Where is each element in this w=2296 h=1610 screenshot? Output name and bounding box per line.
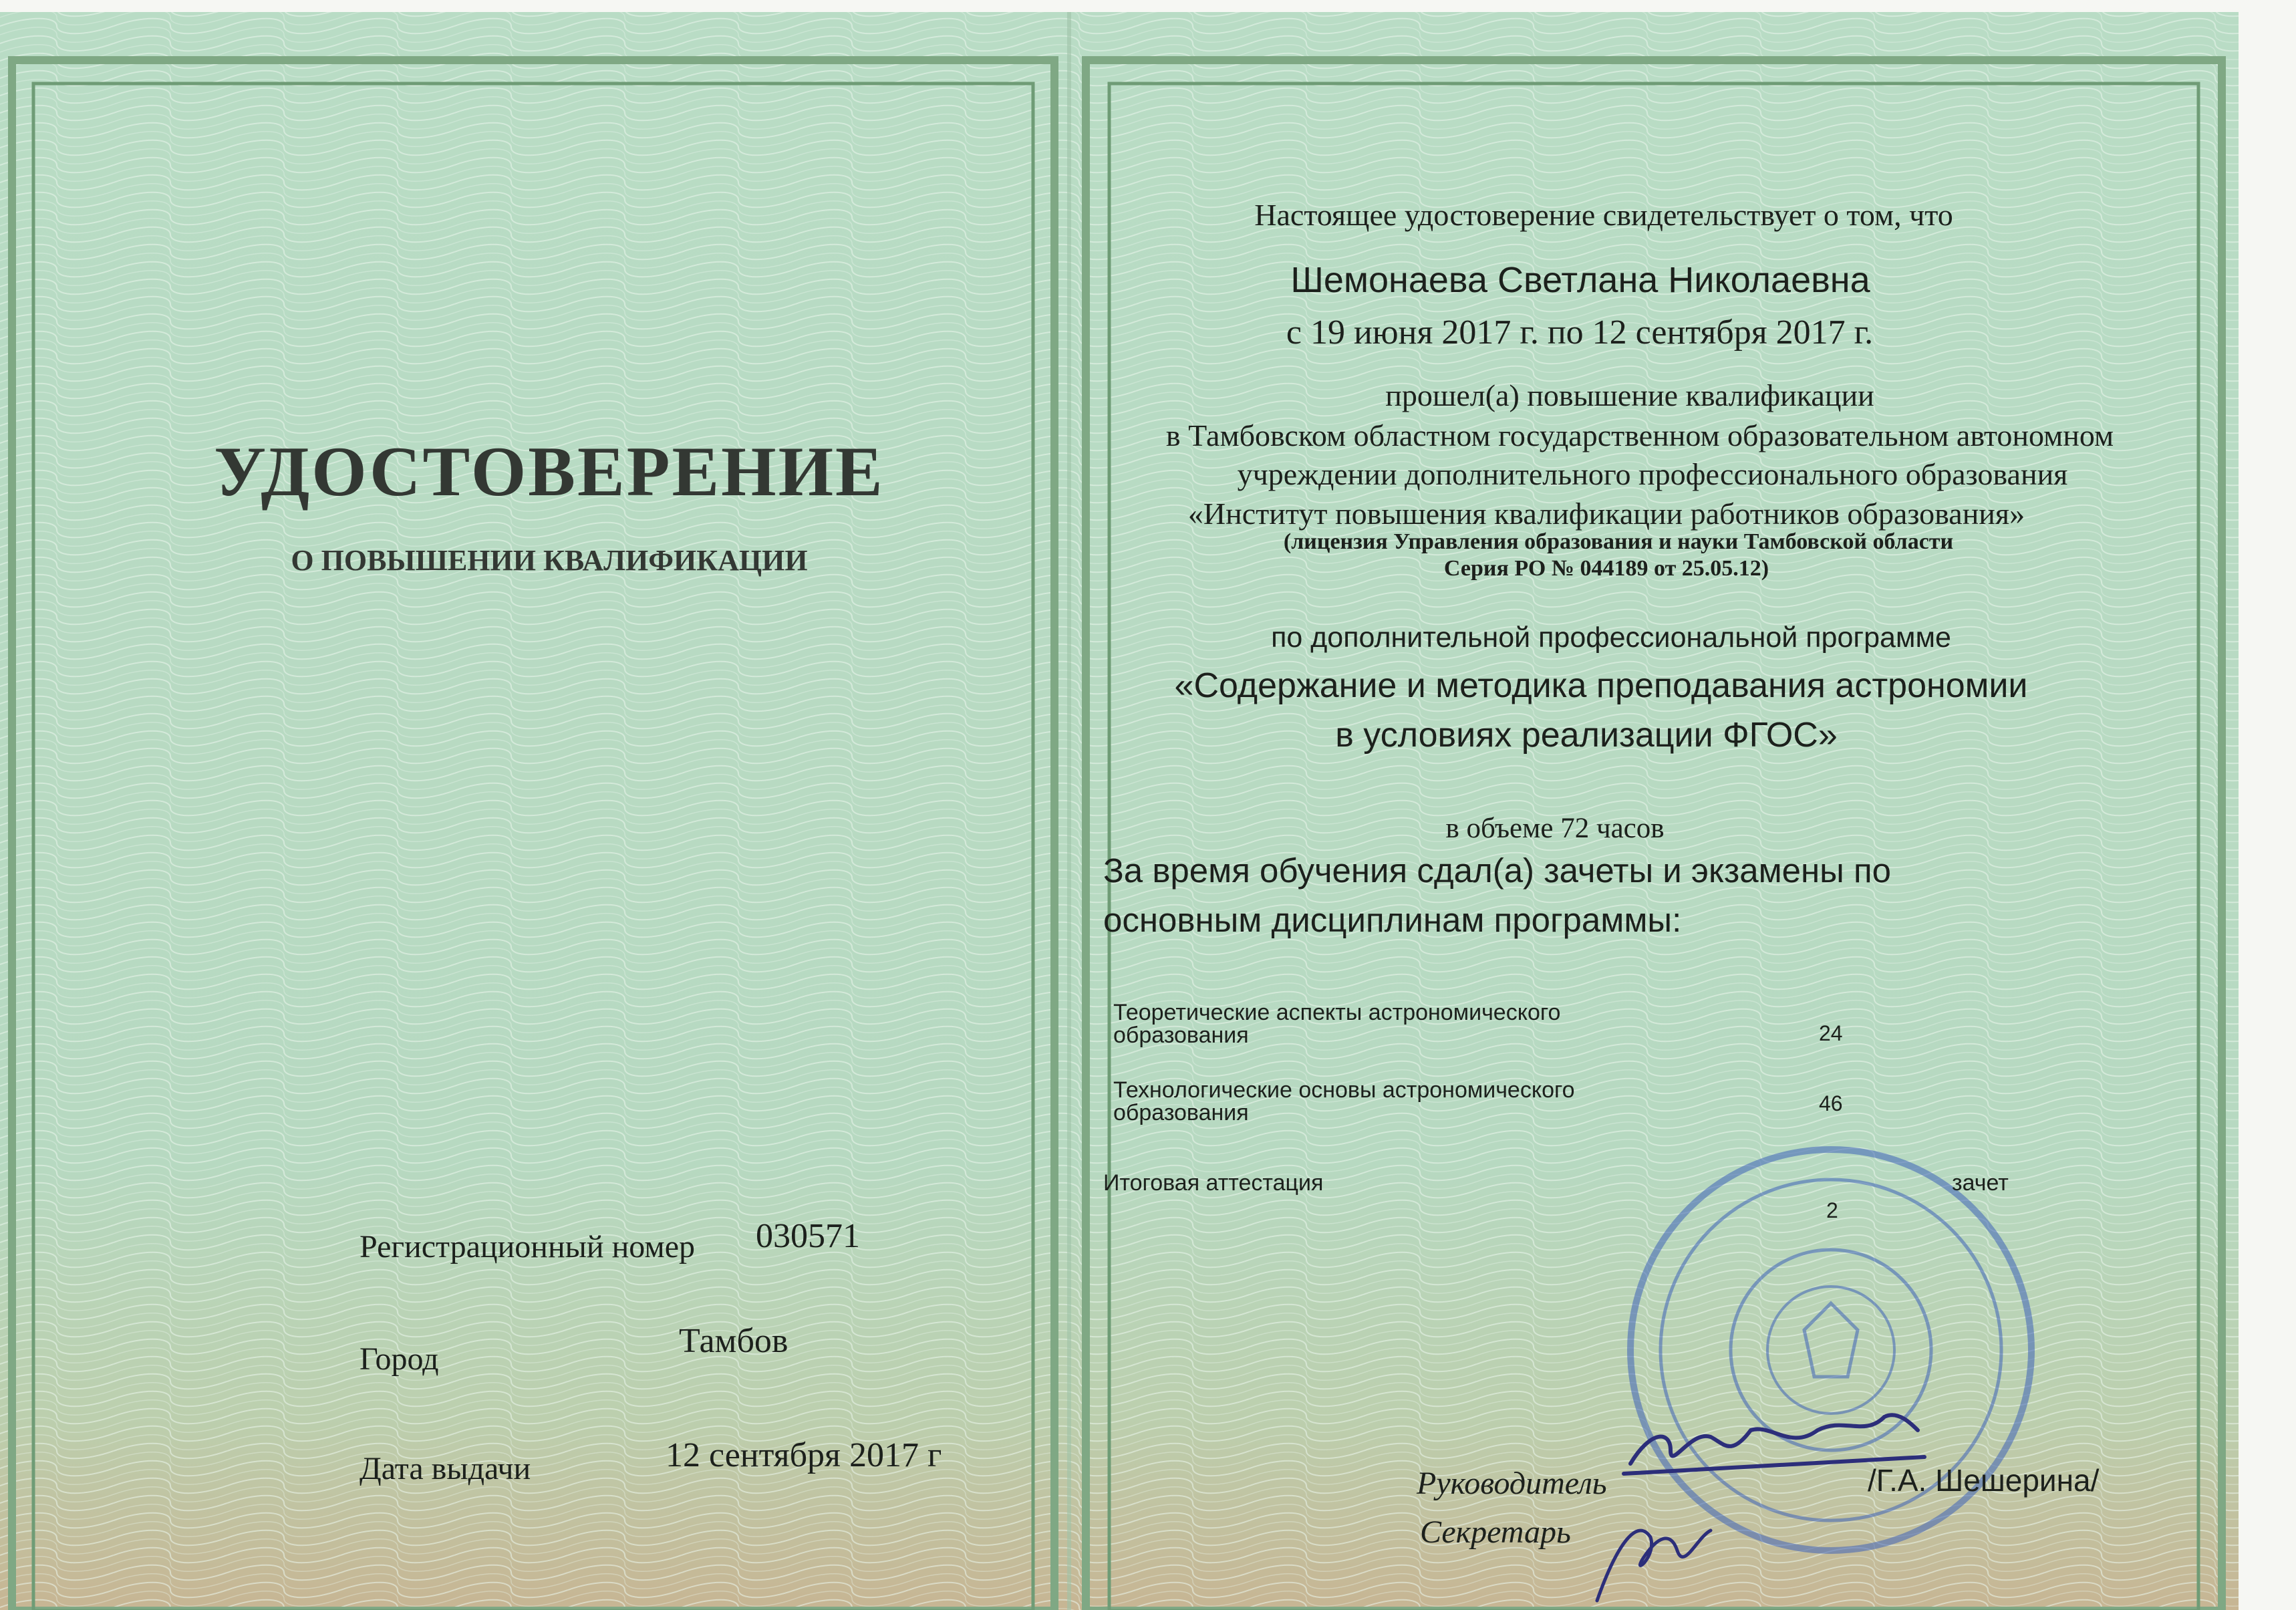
program-title-line-2: в условиях реализации ФГОС» bbox=[1335, 716, 1838, 755]
discipline-1-hours: 24 bbox=[1819, 1021, 1843, 1045]
discipline-2-name: Технологические основы астрономического образования bbox=[1113, 1077, 1575, 1125]
holder-name: Шемонаева Светлана Николаевна bbox=[1290, 260, 1870, 300]
qualification-statement: прошел(а) повышение квалификации bbox=[1385, 378, 1874, 412]
institution-line-3: «Институт повышения квалификации работников образования» bbox=[1187, 497, 2025, 531]
program-intro: по дополнительной профессиональной программе bbox=[1271, 622, 1951, 654]
discipline-1-name: Теоретические аспекты астрономического образования bbox=[1113, 1000, 1561, 1048]
certificate-title: УДОСТОВЕРЕНИЕ bbox=[214, 432, 885, 511]
study-period: с 19 июня 2017 г. по 12 сентября 2017 г. bbox=[1286, 313, 1874, 352]
city-value: Тамбов bbox=[679, 1322, 788, 1360]
issue-date-label: Дата выдачи bbox=[360, 1451, 531, 1486]
institution-line-2: учреждении дополнительного профессионального образования bbox=[1237, 457, 2068, 491]
certificate-subtitle: О ПОВЫШЕНИИ КВАЛИФИКАЦИИ bbox=[291, 544, 808, 577]
director-label: Руководитель bbox=[1417, 1466, 1607, 1501]
final-attestation-label: Итоговая аттестация bbox=[1103, 1170, 1324, 1196]
registration-number-label: Регистрационный номер bbox=[360, 1229, 696, 1264]
institution-line-1: в Тамбовском областном государственном образовательном автономном bbox=[1165, 418, 2114, 452]
secretary-label: Секретарь bbox=[1420, 1514, 1571, 1550]
program-volume: в объеме 72 часов bbox=[1445, 813, 1665, 844]
city-label: Город bbox=[360, 1341, 439, 1377]
license-line-1: (лицензия Управления образования и науки Тамбовской области bbox=[1283, 529, 1954, 554]
certificate-intro: Настоящее удостоверение свидетельствует о том, что bbox=[1254, 198, 1953, 232]
final-attestation-result: зачет bbox=[1952, 1170, 2009, 1196]
program-title-line-1: «Содержание и методика преподавания астрономии bbox=[1174, 666, 2028, 705]
exams-line-2: основным дисциплинам программы: bbox=[1103, 901, 1682, 939]
exams-line-1: За время обучения сдал(а) зачеты и экзамены по bbox=[1103, 851, 1891, 890]
registration-number: 030571 bbox=[756, 1217, 860, 1255]
discipline-2-hours: 46 bbox=[1819, 1091, 1843, 1115]
director-name: /Г.А. Шешерина/ bbox=[1868, 1463, 2100, 1498]
issue-date: 12 сентября 2017 г bbox=[666, 1436, 942, 1474]
license-line-2: Серия РО № 044189 от 25.05.12) bbox=[1443, 556, 1769, 581]
final-attestation-hours: 2 bbox=[1826, 1198, 1838, 1222]
